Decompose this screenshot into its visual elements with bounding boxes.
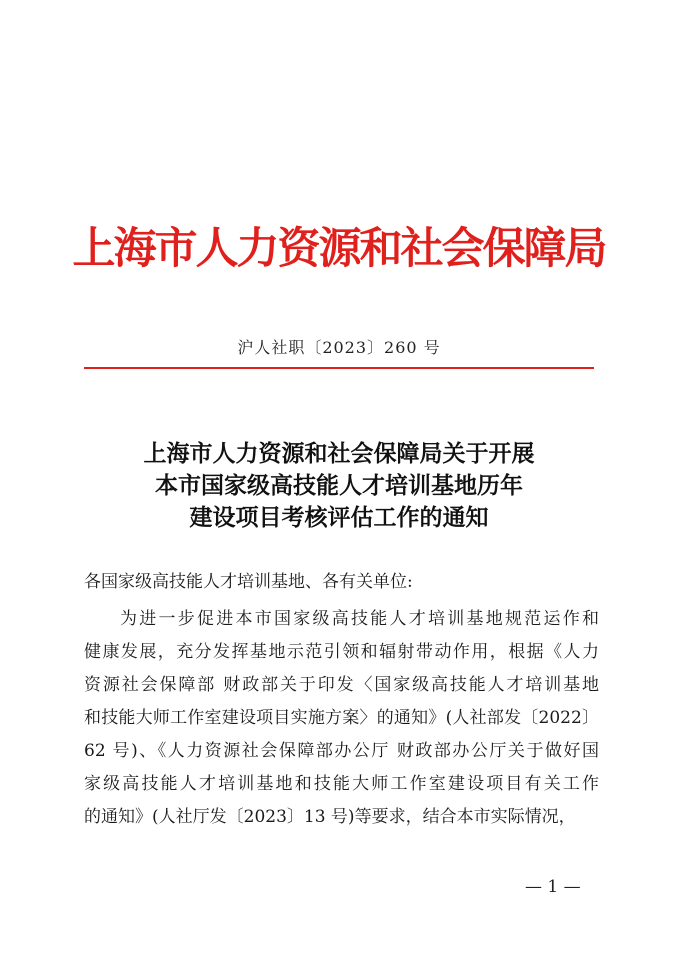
title-line: 上海市人力资源和社会保障局关于开展 [143,440,535,467]
salutation: 各国家级高技能人才培训基地、各有关单位: [84,572,413,592]
body-line: 健康发展，充分发挥基地示范引领和辐射带动作用，根据《人力 [84,642,599,662]
title-line: 建设项目考核评估工作的通知 [189,504,489,531]
body-line: 和技能大师工作室建设项目实施方案〉的通知》(人社部发〔2022〕 [84,708,599,728]
body-line: 家级高技能人才培训基地和技能大师工作室建设项目有关工作 [84,774,599,794]
agency-header: 上海市人力资源和社会保障局 [72,224,606,274]
body-line: 的通知》(人社厅发〔2023〕13 号)等要求，结合本市实际情况， [84,807,576,827]
document-number: 沪人社职〔2023〕260 号 [237,338,441,357]
header-divider [84,367,594,369]
body-line: 62 号)、《人力资源社会保障部办公厅 财政部办公厅关于做好国 [84,741,599,761]
body-line: 为进一步促进本市国家级高技能人才培训基地规范运作和 [120,609,599,629]
body-line: 资源社会保障部 财政部关于印发〈国家级高技能人才培训基地 [84,675,599,695]
page-number: — 1 — [525,877,581,897]
body-paragraph [84,603,599,834]
title-line: 本市国家级高技能人才培训基地历年 [155,472,523,499]
document-title [0,438,678,534]
